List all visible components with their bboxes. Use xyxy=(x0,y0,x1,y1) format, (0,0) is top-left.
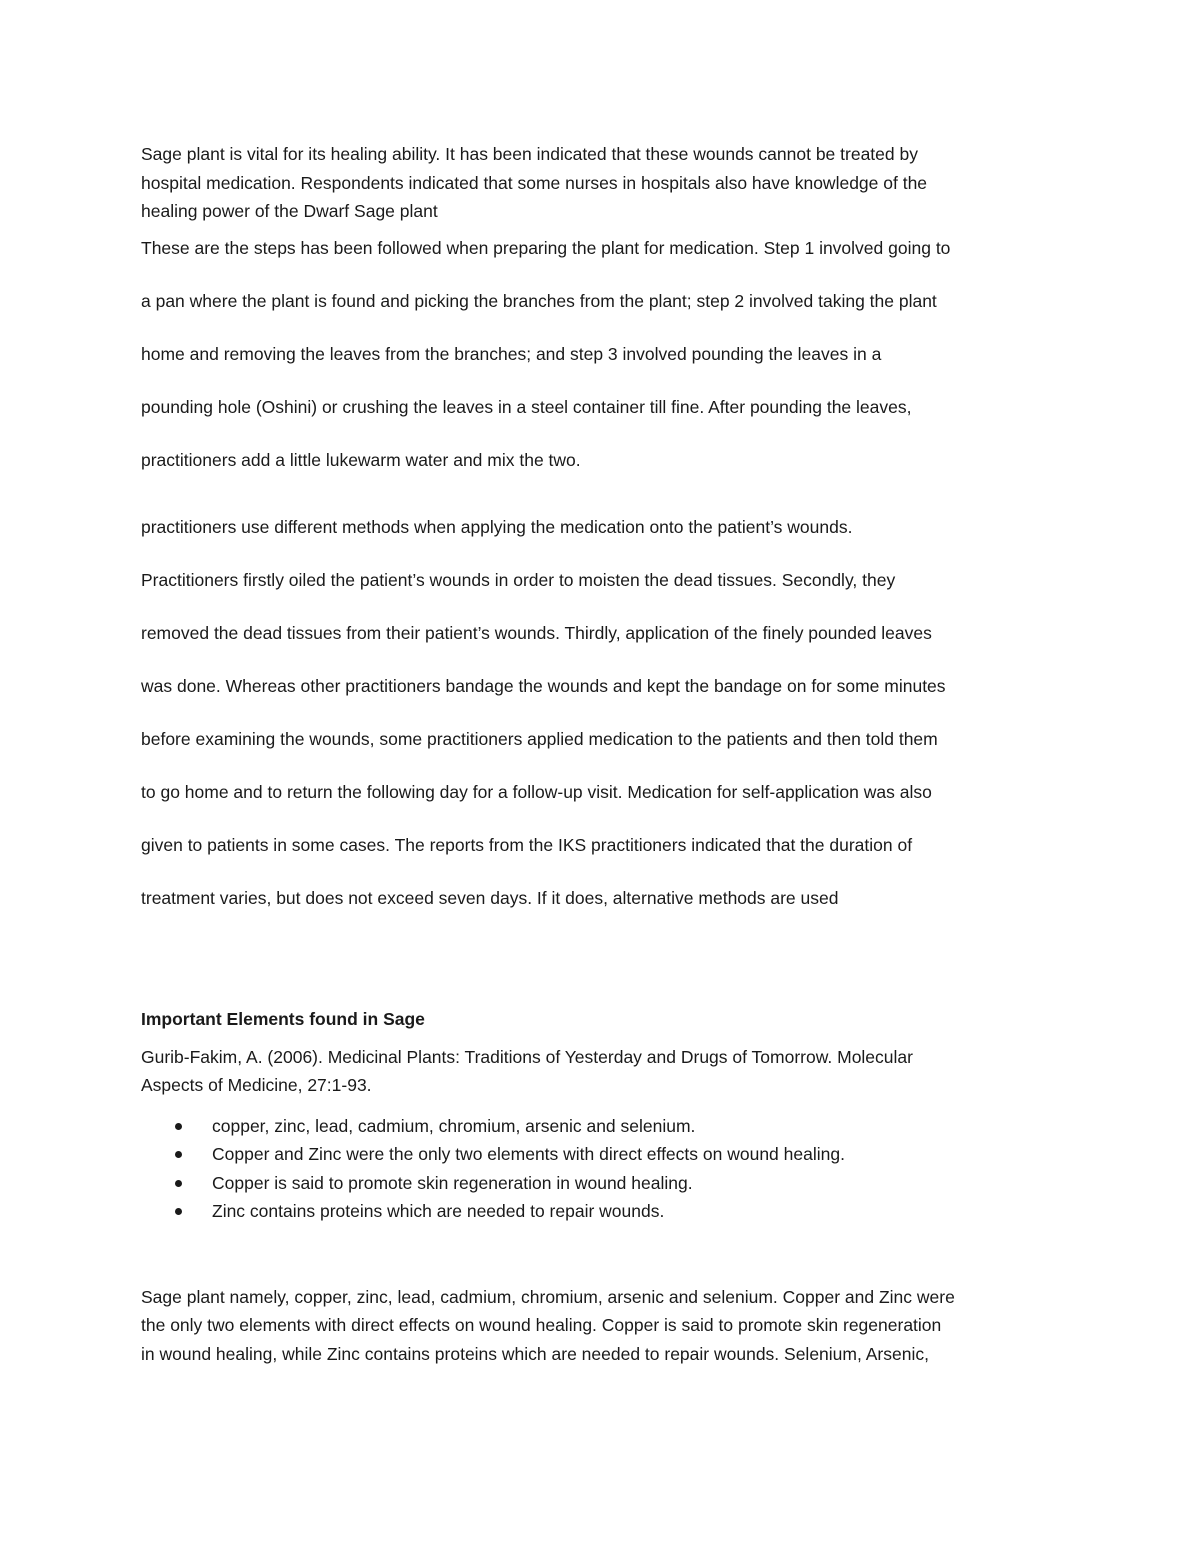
text-line: hospital medication. Respondents indicated that some nurses in hospitals also have knowledge of the xyxy=(141,172,928,193)
text-line: was done. Whereas other practitioners bandage the wounds and kept the bandage on for some minutes xyxy=(141,675,946,696)
text-line: pounding hole (Oshini) or crushing the leaves in a steel container till fine. After pounding the leaves, xyxy=(141,396,912,417)
paragraph-elements-summary xyxy=(141,1283,1066,1369)
bullet-icon xyxy=(175,1208,182,1215)
paragraph-preparation-steps xyxy=(141,222,1066,487)
list-item xyxy=(141,1112,1066,1141)
text-line: removed the dead tissues from their patient’s wounds. Thirdly, application of the finely pounded leaves xyxy=(141,622,932,643)
bullet-icon xyxy=(175,1123,182,1130)
list-item-text: copper, zinc, lead, cadmium, chromium, arsenic and selenium. xyxy=(212,1115,696,1136)
list-item xyxy=(141,1197,1066,1226)
text-line: home and removing the leaves from the branches; and step 3 involved pounding the leaves in a xyxy=(141,343,882,364)
text-line: Sage plant namely, copper, zinc, lead, cadmium, chromium, arsenic and selenium. Copper and Zinc were xyxy=(141,1286,955,1307)
elements-bullet-list xyxy=(141,1112,1066,1226)
text-line: the only two elements with direct effects on wound healing. Copper is said to promote skin regeneration xyxy=(141,1315,942,1335)
text-line: in wound healing, while Zinc contains proteins which are needed to repair wounds. Selenium, Arsenic, xyxy=(141,1343,929,1364)
paragraph-sage-healing xyxy=(141,140,1066,226)
text-line: a pan where the plant is found and picking the branches from the plant; step 2 involved taking the plant xyxy=(141,290,937,311)
text-line: practitioners add a little lukewarm water and mix the two. xyxy=(141,449,581,470)
text-line: to go home and to return the following day for a follow-up visit. Medication for self-application was also xyxy=(141,781,932,802)
text-line: treatment varies, but does not exceed seven days. If it does, alternative methods are used xyxy=(141,887,839,908)
bullet-icon xyxy=(175,1151,182,1158)
list-item-text: Copper and Zinc were the only two elements with direct effects on wound healing. xyxy=(212,1144,845,1164)
section-heading: Important Elements found in Sage xyxy=(141,1008,425,1029)
text-line: Aspects of Medicine, 27:1-93. xyxy=(141,1075,372,1095)
text-line: Practitioners firstly oiled the patient’s wounds in order to moisten the dead tissues. Secondly, they xyxy=(141,569,896,590)
text-line: These are the steps has been followed when preparing the plant for medication. Step 1 involved going to xyxy=(141,237,951,258)
document-body xyxy=(141,140,1066,1368)
reference-citation xyxy=(141,1043,1066,1100)
text-line: given to patients in some cases. The reports from the IKS practitioners indicated that the duration of xyxy=(141,834,913,855)
list-item xyxy=(141,1140,1066,1169)
list-item-text: Copper is said to promote skin regeneration in wound healing. xyxy=(212,1172,693,1193)
list-item xyxy=(141,1169,1066,1198)
text-line: before examining the wounds, some practitioners applied medication to the patients and then told them xyxy=(141,728,938,749)
bullet-icon xyxy=(175,1180,182,1187)
text-line: healing power of the Dwarf Sage plant xyxy=(141,201,438,221)
text-line: Sage plant is vital for its healing ability. It has been indicated that these wounds cannot be treated by xyxy=(141,144,918,164)
text-line: Gurib-Fakim, A. (2006). Medicinal Plants: Traditions of Yesterday and Drugs of Tomorrow. Molecular xyxy=(141,1046,913,1067)
list-item-text: Zinc contains proteins which are needed to repair wounds. xyxy=(212,1201,665,1221)
paragraph-application-methods xyxy=(141,501,1066,925)
text-line: practitioners use different methods when applying the medication onto the patient’s wounds. xyxy=(141,516,853,537)
